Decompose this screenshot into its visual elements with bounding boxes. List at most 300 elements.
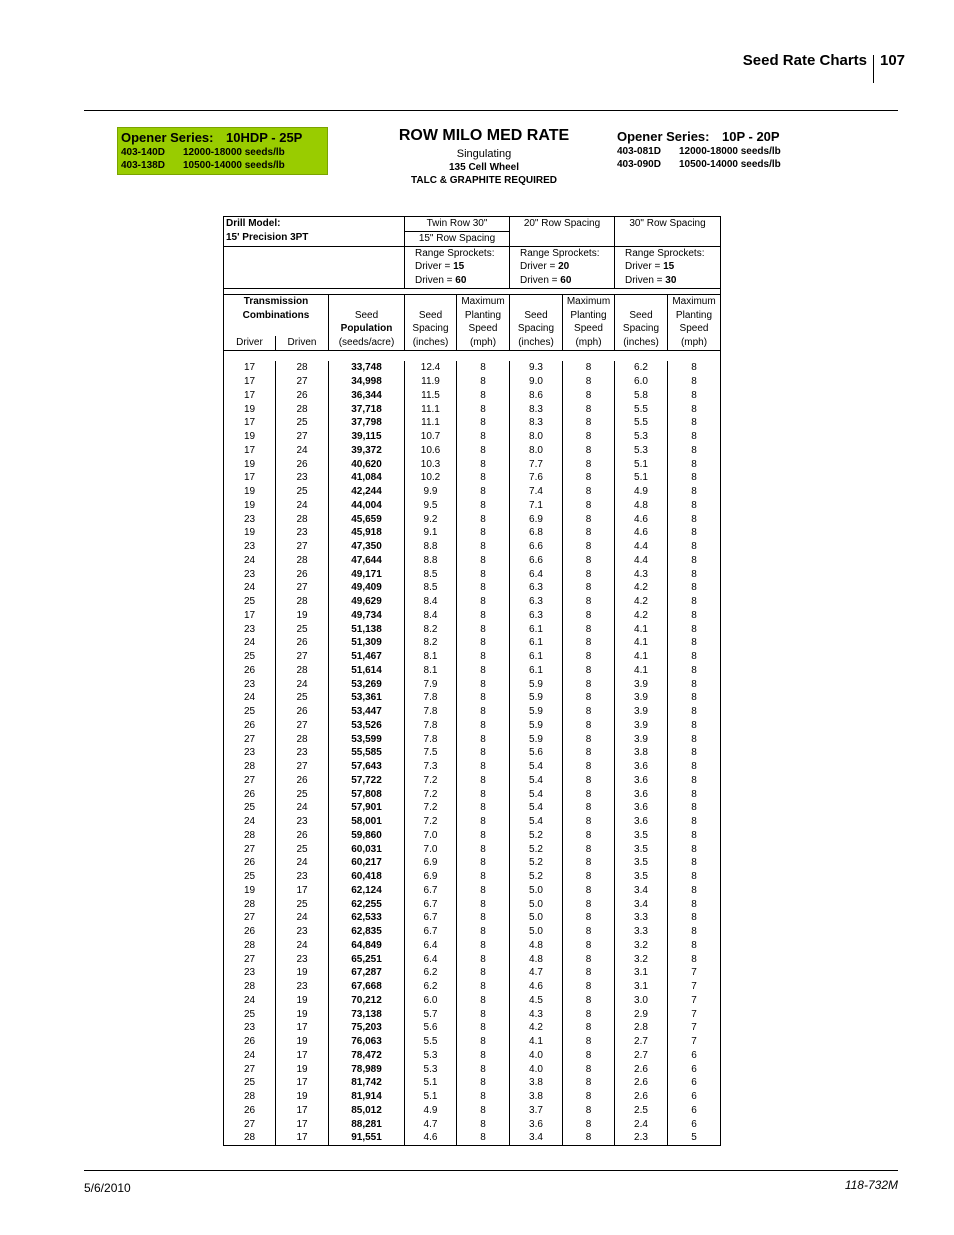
table-cell: 3.6	[615, 788, 668, 802]
table-cell: 3.7	[510, 1104, 563, 1118]
table-cell: 3.6	[510, 1118, 563, 1132]
table-cell: 65,251	[329, 953, 405, 967]
table-row	[224, 568, 721, 582]
table-cell: 6.2	[615, 361, 668, 375]
table-cell: 40,620	[329, 458, 405, 472]
table-cell: 28	[224, 1090, 276, 1104]
col-header-planting: Planting	[668, 309, 721, 323]
table-cell: 39,115	[329, 430, 405, 444]
group-header-20-row: 20" Row Spacing	[510, 217, 615, 247]
table-cell: 8	[457, 1090, 510, 1104]
table-cell: 6.1	[510, 636, 563, 650]
table-cell: 8	[457, 636, 510, 650]
col-header-planting: Planting	[457, 309, 510, 323]
table-cell: 47,350	[329, 540, 405, 554]
chart-title: ROW MILO MED RATE	[398, 127, 570, 144]
col-header-speed-1: Maximum	[457, 294, 510, 308]
table-cell: 8	[563, 444, 615, 458]
table-cell: 53,361	[329, 691, 405, 705]
table-cell: 17	[224, 609, 276, 623]
col-header-spacing-label: Seed	[405, 309, 457, 323]
table-cell: 17	[276, 1049, 329, 1063]
table-cell: 5.4	[510, 815, 563, 829]
table-cell: 8	[457, 733, 510, 747]
col-header-speed-3: Maximum	[668, 294, 721, 308]
table-cell: 53,599	[329, 733, 405, 747]
table-cell: 4.4	[615, 540, 668, 554]
table-cell: 8	[457, 444, 510, 458]
table-cell: 3.6	[615, 760, 668, 774]
table-cell: 5.7	[405, 1008, 457, 1022]
table-cell: 27	[276, 581, 329, 595]
table-cell: 51,614	[329, 664, 405, 678]
table-cell: 3.8	[615, 746, 668, 760]
table-cell: 23	[224, 540, 276, 554]
table-cell: 3.6	[615, 774, 668, 788]
table-cell: 25	[224, 1076, 276, 1090]
table-cell: 57,901	[329, 801, 405, 815]
table-cell: 17	[276, 1118, 329, 1132]
table-cell: 23	[224, 1021, 276, 1035]
table-cell: 67,668	[329, 980, 405, 994]
table-cell: 8	[457, 389, 510, 403]
table-cell: 5.0	[510, 898, 563, 912]
table-cell: 58,001	[329, 815, 405, 829]
table-cell: 3.6	[615, 815, 668, 829]
table-cell: 23	[224, 746, 276, 760]
table-cell: 6.3	[510, 581, 563, 595]
table-row	[224, 499, 721, 513]
table-cell: 8	[457, 416, 510, 430]
table-cell: 23	[224, 623, 276, 637]
col-header-spacing-word: Spacing	[405, 322, 457, 336]
table-cell: 8.5	[405, 581, 457, 595]
table-cell: 2.8	[615, 1021, 668, 1035]
table-cell: 41,084	[329, 471, 405, 485]
table-cell: 8	[563, 678, 615, 692]
table-cell: 37,718	[329, 403, 405, 417]
table-cell: 49,734	[329, 609, 405, 623]
table-cell: 8	[457, 403, 510, 417]
table-cell: 19	[276, 1090, 329, 1104]
table-cell: 3.9	[615, 691, 668, 705]
table-cell: 47,644	[329, 554, 405, 568]
table-cell: 27	[276, 540, 329, 554]
table-cell: 26	[224, 788, 276, 802]
table-cell: 3.4	[615, 898, 668, 912]
table-cell: 6.1	[510, 623, 563, 637]
table-cell: 8	[457, 953, 510, 967]
table-cell: 19	[224, 430, 276, 444]
table-cell: 8	[668, 444, 721, 458]
table-cell: 8	[668, 939, 721, 953]
group-subheader-15-row: 15" Row Spacing	[405, 231, 510, 246]
table-row	[224, 801, 721, 815]
table-cell: 8	[668, 499, 721, 513]
table-cell: 28	[276, 554, 329, 568]
table-row	[224, 898, 721, 912]
table-cell: 2.6	[615, 1063, 668, 1077]
table-cell: 6.4	[405, 939, 457, 953]
table-cell: 27	[276, 650, 329, 664]
table-cell: 2.5	[615, 1104, 668, 1118]
table-cell: 5.3	[405, 1049, 457, 1063]
table-cell: 8	[563, 485, 615, 499]
table-cell: 8.4	[405, 595, 457, 609]
table-cell: 8	[457, 1118, 510, 1132]
table-cell: 3.8	[510, 1090, 563, 1104]
table-cell: 28	[224, 829, 276, 843]
table-cell: 8	[563, 499, 615, 513]
table-cell: 2.6	[615, 1076, 668, 1090]
table-cell: 64,849	[329, 939, 405, 953]
table-cell: 5.0	[510, 884, 563, 898]
table-cell: 2.7	[615, 1049, 668, 1063]
table-cell: 8	[563, 733, 615, 747]
table-cell: 8	[563, 980, 615, 994]
table-cell: 10.6	[405, 444, 457, 458]
table-cell: 8	[457, 485, 510, 499]
table-cell: 8	[563, 389, 615, 403]
table-cell: 5.9	[510, 678, 563, 692]
table-cell: 53,526	[329, 719, 405, 733]
table-cell: 60,217	[329, 856, 405, 870]
table-cell: 8	[563, 691, 615, 705]
table-cell: 8	[457, 595, 510, 609]
table-cell: 27	[276, 375, 329, 389]
table-cell: 8	[457, 458, 510, 472]
table-cell: 28	[276, 595, 329, 609]
table-cell: 51,309	[329, 636, 405, 650]
table-cell: 8	[457, 1049, 510, 1063]
table-cell: 67,287	[329, 966, 405, 980]
table-cell: 8	[563, 609, 615, 623]
table-cell: 57,808	[329, 788, 405, 802]
table-cell: 8	[668, 870, 721, 884]
table-cell: 8.8	[405, 554, 457, 568]
table-cell: 8	[668, 416, 721, 430]
table-cell: 8	[668, 788, 721, 802]
table-cell: 23	[276, 471, 329, 485]
table-cell: 4.8	[510, 939, 563, 953]
table-cell: 6.1	[510, 650, 563, 664]
table-cell: 4.9	[405, 1104, 457, 1118]
table-cell: 23	[276, 746, 329, 760]
table-cell: 7.5	[405, 746, 457, 760]
table-cell: 8	[668, 471, 721, 485]
table-cell: 8	[457, 774, 510, 788]
table-cell: 5.2	[510, 829, 563, 843]
table-cell: 7.9	[405, 678, 457, 692]
table-cell: 5.9	[510, 719, 563, 733]
table-cell: 2.7	[615, 1035, 668, 1049]
table-cell: 8	[457, 554, 510, 568]
table-cell: 6.7	[405, 898, 457, 912]
col-header-speed-word: Speed	[668, 322, 721, 336]
table-cell: 8	[668, 691, 721, 705]
table-cell: 59,860	[329, 829, 405, 843]
table-cell: 23	[224, 568, 276, 582]
table-cell: 27	[224, 911, 276, 925]
table-cell: 8	[563, 705, 615, 719]
table-cell: 6.2	[405, 980, 457, 994]
table-cell: 8	[457, 705, 510, 719]
table-cell: 81,742	[329, 1076, 405, 1090]
col-header-seed-label: Seed	[329, 309, 405, 323]
opener-right-line: 403-090D 10500-14000 seeds/lb	[617, 159, 781, 170]
table-cell: 27	[276, 430, 329, 444]
table-cell: 76,063	[329, 1035, 405, 1049]
table-cell: 25	[276, 623, 329, 637]
col-header-seed	[329, 294, 405, 308]
table-cell: 7.7	[510, 458, 563, 472]
table-cell: 8.8	[405, 540, 457, 554]
table-cell: 3.5	[615, 829, 668, 843]
table-row	[224, 471, 721, 485]
table-cell: 5.1	[405, 1090, 457, 1104]
table-cell: 8	[457, 581, 510, 595]
table-row	[224, 1008, 721, 1022]
table-cell: 78,989	[329, 1063, 405, 1077]
table-cell: 8	[563, 870, 615, 884]
table-cell: 24	[276, 444, 329, 458]
table-cell: 17	[224, 361, 276, 375]
table-cell: 8	[563, 650, 615, 664]
table-cell: 8	[668, 375, 721, 389]
table-cell: 19	[224, 884, 276, 898]
table-cell: 7.1	[510, 499, 563, 513]
table-cell: 8	[457, 925, 510, 939]
chart-requirement: TALC & GRAPHITE REQUIRED	[411, 175, 557, 186]
table-cell: 5.6	[405, 1021, 457, 1035]
table-cell: 19	[276, 609, 329, 623]
table-cell: 5.1	[405, 1076, 457, 1090]
table-cell: 8	[563, 953, 615, 967]
table-cell: 25	[276, 416, 329, 430]
table-cell: 8.5	[405, 568, 457, 582]
table-row	[224, 581, 721, 595]
table-cell: 24	[224, 636, 276, 650]
chart-title-block	[384, 127, 584, 186]
table-cell: 53,269	[329, 678, 405, 692]
table-cell: 28	[276, 733, 329, 747]
table-row	[224, 788, 721, 802]
table-cell: 8	[668, 664, 721, 678]
section-title: Seed Rate Charts	[742, 52, 867, 69]
table-cell: 5.9	[510, 691, 563, 705]
table-cell: 8	[563, 1090, 615, 1104]
col-header-planting: Planting	[563, 309, 615, 323]
table-row	[224, 375, 721, 389]
table-cell: 8	[668, 953, 721, 967]
table-cell: 28	[276, 361, 329, 375]
table-cell: 24	[224, 1049, 276, 1063]
table-cell: 2.4	[615, 1118, 668, 1132]
table-cell: 8	[457, 801, 510, 815]
table-cell: 8	[563, 1021, 615, 1035]
table-cell: 8	[668, 513, 721, 527]
table-cell: 8	[668, 581, 721, 595]
table-cell: 17	[276, 1104, 329, 1118]
table-cell: 8	[668, 760, 721, 774]
table-cell: 8	[457, 1063, 510, 1077]
table-row	[224, 1049, 721, 1063]
table-cell: 3.5	[615, 870, 668, 884]
table-cell: 5.4	[510, 788, 563, 802]
table-cell: 26	[224, 925, 276, 939]
table-cell: 8	[457, 499, 510, 513]
table-cell: 6.1	[510, 664, 563, 678]
table-cell: 11.1	[405, 403, 457, 417]
table-cell: 3.4	[615, 884, 668, 898]
table-cell: 8	[563, 581, 615, 595]
table-cell: 8	[457, 788, 510, 802]
table-cell: 7	[668, 1035, 721, 1049]
table-cell: 27	[276, 719, 329, 733]
table-cell: 25	[224, 1008, 276, 1022]
table-cell: 5.8	[615, 389, 668, 403]
table-cell: 5.1	[615, 458, 668, 472]
drill-model-value: 15' Precision 3PT	[226, 231, 309, 243]
drill-model-cell	[224, 217, 405, 247]
table-cell: 4.2	[615, 595, 668, 609]
opener-right-series: 10P - 20P	[722, 129, 780, 144]
table-cell: 2.9	[615, 1008, 668, 1022]
table-cell: 8	[457, 664, 510, 678]
table-cell: 28	[276, 513, 329, 527]
table-cell: 49,171	[329, 568, 405, 582]
footer-date: 5/6/2010	[84, 1181, 131, 1195]
table-cell: 4.2	[615, 609, 668, 623]
table-cell: 17	[224, 471, 276, 485]
table-cell: 24	[224, 691, 276, 705]
table-cell: 51,138	[329, 623, 405, 637]
table-cell: 7.0	[405, 843, 457, 857]
col-header-speed-2: Maximum	[563, 294, 615, 308]
table-cell: 2.6	[615, 1090, 668, 1104]
seed-rate-rows	[224, 361, 721, 1145]
table-cell: 6	[668, 1090, 721, 1104]
table-cell: 8	[457, 513, 510, 527]
table-row	[224, 994, 721, 1008]
table-cell: 7.3	[405, 760, 457, 774]
table-cell: 8	[668, 389, 721, 403]
table-cell: 8	[563, 856, 615, 870]
table-cell: 88,281	[329, 1118, 405, 1132]
opener-left-line: 403-138D 10500-14000 seeds/lb	[121, 160, 285, 171]
table-cell: 78,472	[329, 1049, 405, 1063]
table-cell: 7	[668, 966, 721, 980]
table-cell: 8	[668, 554, 721, 568]
table-cell: 8	[668, 568, 721, 582]
table-cell: 26	[224, 1104, 276, 1118]
table-cell: 8	[563, 760, 615, 774]
table-cell: 8	[563, 526, 615, 540]
table-cell: 6	[668, 1049, 721, 1063]
table-cell: 8	[563, 939, 615, 953]
table-cell: 8	[563, 471, 615, 485]
table-cell: 55,585	[329, 746, 405, 760]
col-header-speed-units: (mph)	[668, 336, 721, 350]
table-row	[224, 1021, 721, 1035]
combinations-header: Combinations	[224, 309, 329, 323]
table-row	[224, 595, 721, 609]
table-cell: 8	[457, 911, 510, 925]
table-cell: 5.3	[615, 430, 668, 444]
table-cell: 4.0	[510, 1049, 563, 1063]
col-header-blank	[224, 322, 329, 336]
table-cell: 4.1	[615, 623, 668, 637]
table-cell: 8	[563, 774, 615, 788]
table-cell: 8.0	[510, 444, 563, 458]
chart-subtitle: Singulating	[456, 148, 512, 160]
table-cell: 3.9	[615, 678, 668, 692]
table-cell: 28	[224, 898, 276, 912]
table-cell: 7.2	[405, 801, 457, 815]
table-cell: 7.8	[405, 733, 457, 747]
table-row	[224, 554, 721, 568]
table-cell: 8	[457, 829, 510, 843]
col-header-population: Population	[329, 322, 405, 336]
table-cell: 8	[563, 843, 615, 857]
table-cell: 8	[563, 623, 615, 637]
table-cell: 6.2	[405, 966, 457, 980]
table-cell: 6.6	[510, 554, 563, 568]
table-cell: 5.5	[405, 1035, 457, 1049]
table-cell: 25	[276, 788, 329, 802]
table-cell: 3.6	[615, 801, 668, 815]
table-cell: 8	[457, 526, 510, 540]
table-cell: 19	[276, 966, 329, 980]
table-row	[224, 430, 721, 444]
table-cell: 27	[224, 774, 276, 788]
table-cell: 8	[668, 925, 721, 939]
group-header-twin-row: Twin Row 30"	[405, 217, 510, 232]
table-cell: 8.2	[405, 623, 457, 637]
table-row	[224, 719, 721, 733]
table-cell: 23	[276, 526, 329, 540]
table-cell: 3.8	[510, 1076, 563, 1090]
table-cell: 8	[563, 375, 615, 389]
table-cell: 25	[276, 843, 329, 857]
table-cell: 73,138	[329, 1008, 405, 1022]
col-header-spacing	[405, 294, 457, 308]
table-cell: 5	[668, 1131, 721, 1145]
table-cell: 11.5	[405, 389, 457, 403]
table-cell: 49,629	[329, 595, 405, 609]
table-cell: 8	[457, 1021, 510, 1035]
table-cell: 8	[668, 884, 721, 898]
table-cell: 8	[563, 540, 615, 554]
table-cell: 10.7	[405, 430, 457, 444]
table-cell: 8	[563, 719, 615, 733]
table-cell: 8	[668, 911, 721, 925]
table-cell: 9.2	[405, 513, 457, 527]
table-cell: 5.3	[405, 1063, 457, 1077]
table-cell: 8.4	[405, 609, 457, 623]
table-cell: 8	[563, 815, 615, 829]
table-cell: 37,798	[329, 416, 405, 430]
table-cell: 12.4	[405, 361, 457, 375]
table-cell: 33,748	[329, 361, 405, 375]
table-cell: 4.8	[510, 953, 563, 967]
table-cell: 53,447	[329, 705, 405, 719]
col-header-driven: Driven	[276, 336, 329, 350]
table-cell: 8.3	[510, 403, 563, 417]
table-cell: 10.3	[405, 458, 457, 472]
table-cell: 62,255	[329, 898, 405, 912]
table-row	[224, 650, 721, 664]
